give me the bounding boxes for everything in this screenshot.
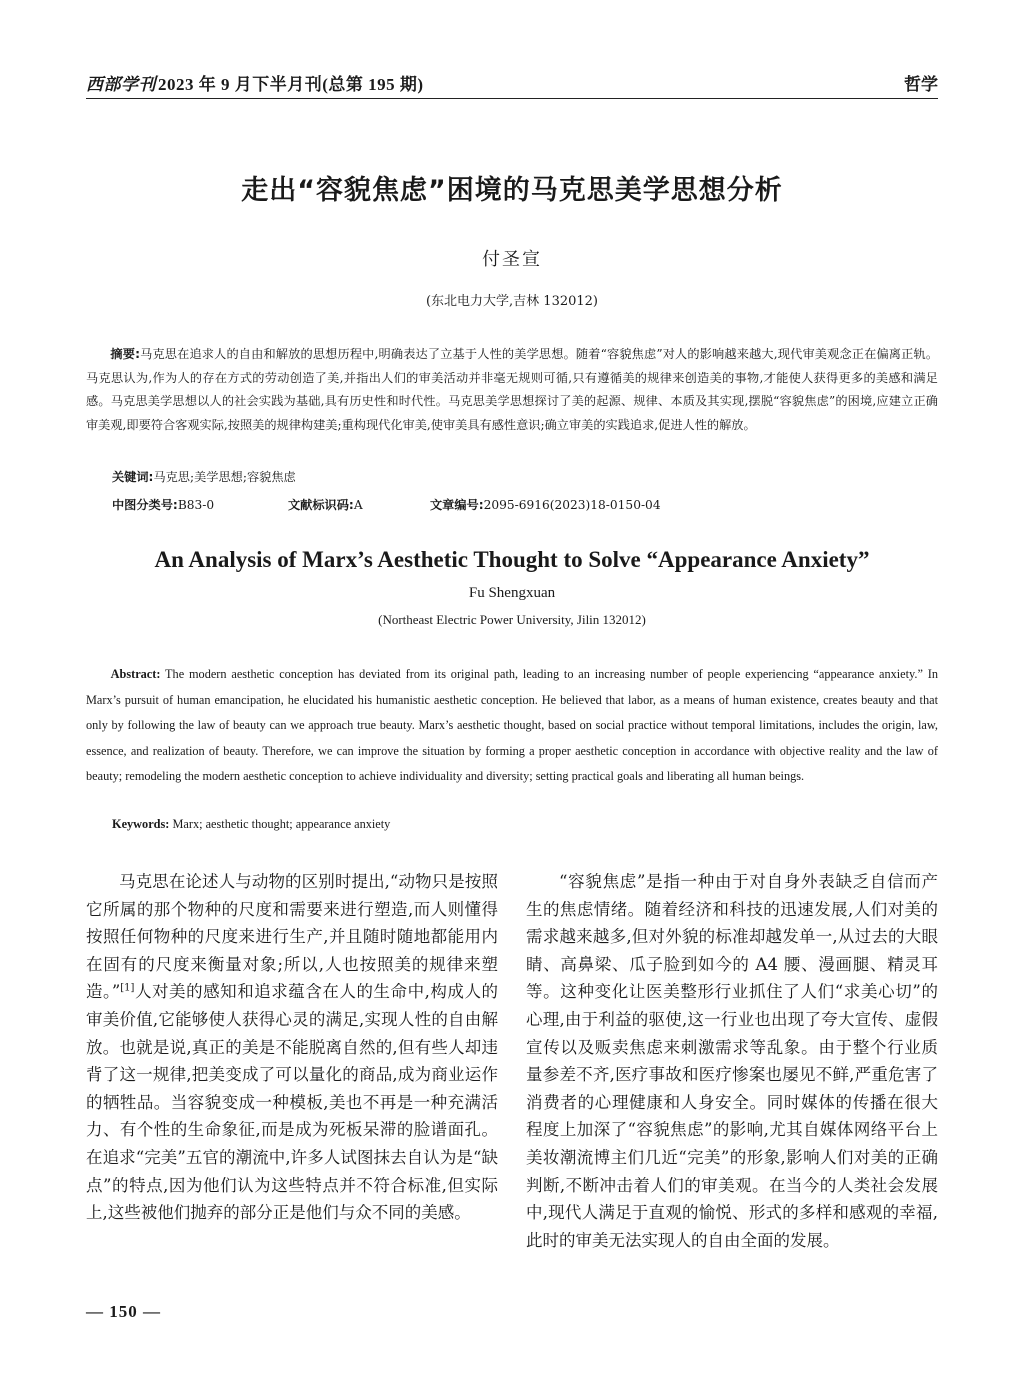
keywords-cn-text: 马克思;美学思想;容貌焦虑	[153, 470, 296, 484]
abstract-cn	[86, 343, 938, 437]
article-value: 2095-6916(2023)18-0150-04	[483, 498, 661, 512]
journal-brand: 西部学刊	[86, 75, 156, 94]
keywords-en	[112, 817, 938, 832]
body-left-part-b: 人对美的感知和追求蕴含在人的生命中,构成人的审美价值,它能够使人获得心灵的满足,实现人性的自由解放。也就是说,真正的美是不能脱离自然的,但有些人却违背了这一规律,把美变成了可以量化的商品,成为商业运作的牺牲品。当容貌变成一种模板,美也不再是一种充满活力、有个性的生命象征,而是成为死板呆滞的脸谱面孔。在追求“完美”五官的潮流中,许多人试图抹去自认为是“缺点”的特点,因为他们认为这些特点并不符合标准,但实际上,这些被他们抛弃的部分正是他们与众不同的美感。	[86, 982, 498, 1223]
journal-issue	[86, 70, 424, 95]
section-label: 哲学	[904, 75, 938, 94]
author-name-en: Fu Shengxuan	[468, 585, 556, 601]
journal-issue-text: 2023 年 9 月下半月刊(总第 195 期)	[158, 75, 424, 94]
keywords-cn-label: 关键词:	[112, 470, 154, 484]
article-label: 文章编号:	[430, 498, 484, 512]
clc-value: B83-0	[177, 498, 215, 512]
header-rule	[86, 98, 938, 99]
doc-code	[288, 496, 363, 513]
citation-ref: [1]	[120, 982, 135, 994]
keywords-en-text: Marx; aesthetic thought; appearance anxiety	[169, 817, 391, 831]
keywords-cn	[112, 468, 938, 485]
clc-number	[112, 496, 214, 513]
doc-value: A	[353, 498, 363, 512]
abstract-en	[86, 662, 938, 790]
doc-label: 文献标识码:	[288, 498, 354, 512]
abstract-en-text: The modern aesthetic conception has deviated from its original path, leading to an increasing number of people experiencing “appearance anxiety.” In Marx’s pursuit of human emancipation, he elucidated his humanistic aesthetic conception. He believed that labor, as a means of human existence, creates beauty and that only by following the law of beauty can we approach true beauty. Marx’s aesthetic thought, based on social practice without temporal limitations, includes the origin, law, essence, and realization of beauty. Therefore, we can improve the situation by forming a proper aesthetic conception in accordance with objective reality and the law of beauty; remodeling the modern aesthetic conception to achieve individuality and diversity; setting practical goals and liberating all human beings.	[86, 667, 938, 784]
page-number: — 150 —	[86, 1302, 161, 1321]
paper-title: 走出“容貌焦虑”困境的马克思美学思想分析	[241, 175, 783, 206]
abstract-en-label: Abstract:	[110, 667, 161, 681]
abstract-cn-text: 马克思在追求人的自由和解放的思想历程中,明确表达了立基于人性的美学思想。随着“容貌焦虑”对人的影响越来越大,现代审美观念正在偏离正轨。马克思认为,作为人的存在方式的劳动创造了美,并指出人们的审美活动并非毫无规则可循,只有遵循美的规律来创造美的事物,才能使人获得更多的美感和满足感。马克思美学思想以人的社会实践为基础,具有历史性和时代性。马克思美学思想探讨了美的起源、规律、本质及其实现,摆脱“容貌焦虑”的困境,应建立正确审美观,即要符合客观实际,按照美的规律构建美;重构现代化审美,使审美具有感性意识;确立审美的实践追求,促进人性的解放。	[86, 347, 939, 432]
author-affiliation-en: (Northeast Electric Power University, Jilin 132012)	[378, 612, 646, 627]
abstract-cn-label: 摘要:	[110, 347, 140, 361]
body-column-left	[86, 868, 498, 1227]
article-number	[430, 496, 661, 513]
clc-label: 中图分类号:	[112, 498, 178, 512]
author-name: 付圣宣	[482, 249, 542, 270]
author-affiliation: (东北电力大学,吉林 132012)	[425, 294, 599, 309]
keywords-en-label: Keywords:	[112, 817, 170, 831]
body-left-part-a: 马克思在论述人与动物的区别时提出,“动物只是按照它所属的那个物种的尺度和需要来进行塑造,而人则懂得按照任何物种的尺度来进行生产,并且随时随地都能用内在固有的尺度来衡量对象;所以,人也按照美的规律来塑造。”	[86, 872, 498, 1002]
paper-title-en: An Analysis of Marx’s Aesthetic Thought to Solve “Appearance Anxiety”	[154, 547, 870, 572]
body-column-right: “容貌焦虑”是指一种由于对自身外表缺乏自信而产生的焦虑情绪。随着经济和科技的迅速发展,人们对美的需求越来越多,但对外貌的标准却越发单一,从过去的大眼睛、高鼻梁、瓜子脸到如今的 A4 腰、漫画腿、精灵耳等。这种变化让医美整形行业抓住了人们“求美心切”的心理,由于利益的驱使,这一行业也出现了夸大宣传、虚假宣传以及贩卖焦虑来刺激需求等乱象。由于整个行业质量参差不齐,医疗事故和医疗惨案也屡见不鲜,严重危害了消费者的心理健康和人身安全。同时媒体的传播在很大程度上加深了“容貌焦虑”的影响,尤其自媒体网络平台上美妆潮流博主们几近“完美”的形象,影响人们对美的正确判断,不断冲击着人们的审美观。在当今的人类社会发展中,现代人满足于直观的愉悦、形式的多样和感观的幸福,此时的审美无法实现人的自由全面的发展。	[526, 872, 938, 1250]
running-header	[86, 70, 938, 96]
